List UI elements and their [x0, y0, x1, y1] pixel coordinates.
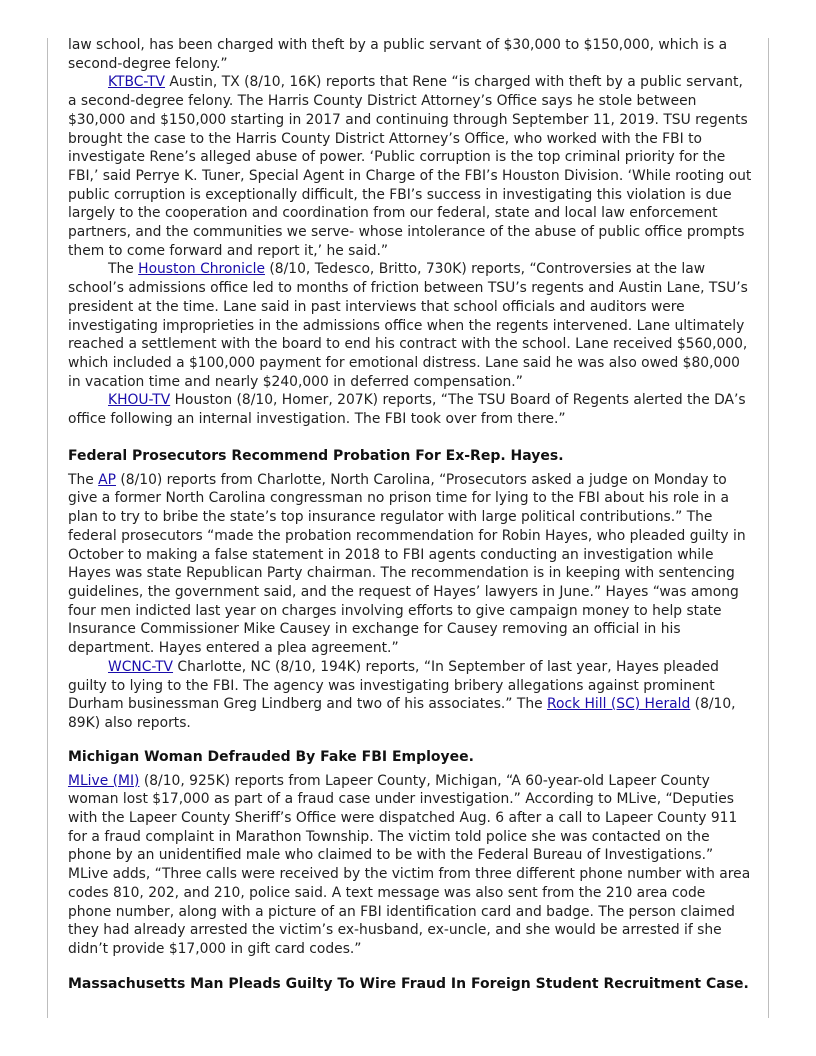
article-paragraph — [68, 73, 752, 260]
paragraph-text: (8/10, Tedesco, Britto, 730K) reports, “Controversies at the law school’s admissions office led to months of friction between TSU’s regents and Austin Lane, TSU’s president at the time. Lane said in past interviews that school officials and auditors were investigating improprieties in the admissions office when the regents intervened. Lane ultimately reached a settlement with the board to end his contract with the school. Lane received $560,000, which included a $100,000 payment for emotional distress. Lane said he was also owed $80,000 in vacation time and nearly $240,000 in deferred compensation.” — [68, 261, 748, 390]
paragraph-text: (8/10, 89K) also reports. — [68, 696, 736, 731]
article-paragraph — [68, 471, 752, 658]
source-link[interactable]: KHOU-TV — [108, 392, 171, 409]
document-body — [68, 36, 752, 993]
source-link[interactable]: Houston Chronicle — [138, 261, 265, 278]
page-margin-right — [768, 38, 769, 1018]
source-link[interactable]: MLive (MI) — [68, 772, 140, 789]
source-link[interactable]: WCNC-TV — [108, 658, 174, 675]
source-link[interactable]: KTBC-TV — [108, 74, 166, 91]
article-paragraph — [68, 772, 752, 959]
article-heading: Michigan Woman Defrauded By Fake FBI Employee. — [68, 748, 474, 765]
article-paragraph — [68, 36, 752, 73]
paragraph-text: Houston (8/10, Homer, 207K) reports, “The TSU Board of Regents alerted the DA’s office following an internal investigation. The FBI took over from there.” — [68, 392, 746, 428]
article-heading: Federal Prosecutors Recommend Probation For Ex-Rep. Hayes. — [68, 447, 564, 464]
source-link[interactable]: AP — [98, 471, 116, 488]
article-paragraph — [68, 658, 752, 733]
paragraph-text: The — [108, 261, 139, 278]
paragraph-text: Austin, TX (8/10, 16K) reports that Rene “is charged with theft by a public servant, a second-degree felony. The Harris County District Attorney’s Office says he stole between $30,000 and $150,000 starting in 2017 and continuing through September 11, 2019. TSU regents brought the case to the Harris County District Attorney’s Office, who worked with the FBI to investigate Rene’s alleged abuse of power. ‘Public corruption is the top criminal priority for the FBI,’ said Perrye K. Tuner, Special Agent in Charge of the FBI’s Houston Division. ‘While rooting out public corruption is exceptionally difficult, the FBI’s success in investigating this violation is due largely to the cooperation and coordination from our federal, state and local law enforcement partners, and the communities we serve- whose intolerance of the abuse of public office prompts them to come forward and report it,’ he said.” — [68, 74, 752, 259]
paragraph-text: (8/10) reports from Charlotte, North Carolina, “Prosecutors asked a judge on Monday to give a former North Carolina congressman no prison time for lying to the FBI about his role in a plan to try to bribe the state’s top insurance regulator with large political contributions.” The federal prosecutors “made the probation recommendation for Robin Hayes, who pleaded guilty in October to making a false statement in 2018 to FBI agents conducting an investigation while Hayes was state Republican Party chairman. The recommendation is in keeping with sentencing guidelines, the government said, and the request of Hayes’ lawyers in June.” Hayes “was among four men indicted last year on charges involving efforts to give campaign money to help state Insurance Commissioner Mike Causey in exchange for Causey removing an official in his department. Hayes entered a plea agreement.” — [68, 471, 746, 657]
article-paragraph — [68, 260, 752, 391]
source-link[interactable]: Rock Hill (SC) Herald — [547, 696, 691, 713]
page-margin-left — [47, 38, 48, 1018]
paragraph-text: (8/10, 925K) reports from Lapeer County, Michigan, “A 60-year-old Lapeer County woman lost $17,000 as part of a fraud case under investigation.” According to MLive, “Deputies with the Lapeer County Sheriff’s Office were dispatched Aug. 6 after a call to Lapeer County 911 for a fraud complaint in Marathon Township. The victim told police she was contacted on the phone by an unidentified male who claimed to be with the Federal Bureau of Investigations.” MLive adds, “Three calls were received by the victim from three different phone number with area codes 810, 202, and 210, police said. A text message was also sent from the 210 area code phone number, along with a picture of an FBI identification card and badge. The person claimed they had already arrested the victim’s ex-husband, ex-uncle, and she would be arrested if she didn’t provide $17,000 in gift card codes.” — [68, 772, 751, 957]
paragraph-text: Charlotte, NC (8/10, 194K) reports, “In September of last year, Hayes pleaded guilty to lying to the FBI. The agency was investigating bribery allegations against prominent Durham businessman Greg Lindberg and two of his associates.” The — [68, 658, 719, 713]
article-paragraph — [68, 391, 752, 428]
paragraph-text: law school, has been charged with theft by a public servant of $30,000 to $150,000, which is a second-degree felony.” — [68, 37, 728, 72]
paragraph-text: The — [68, 471, 99, 488]
article-heading: Massachusetts Man Pleads Guilty To Wire Fraud In Foreign Student Recruitment Case. — [68, 975, 749, 992]
